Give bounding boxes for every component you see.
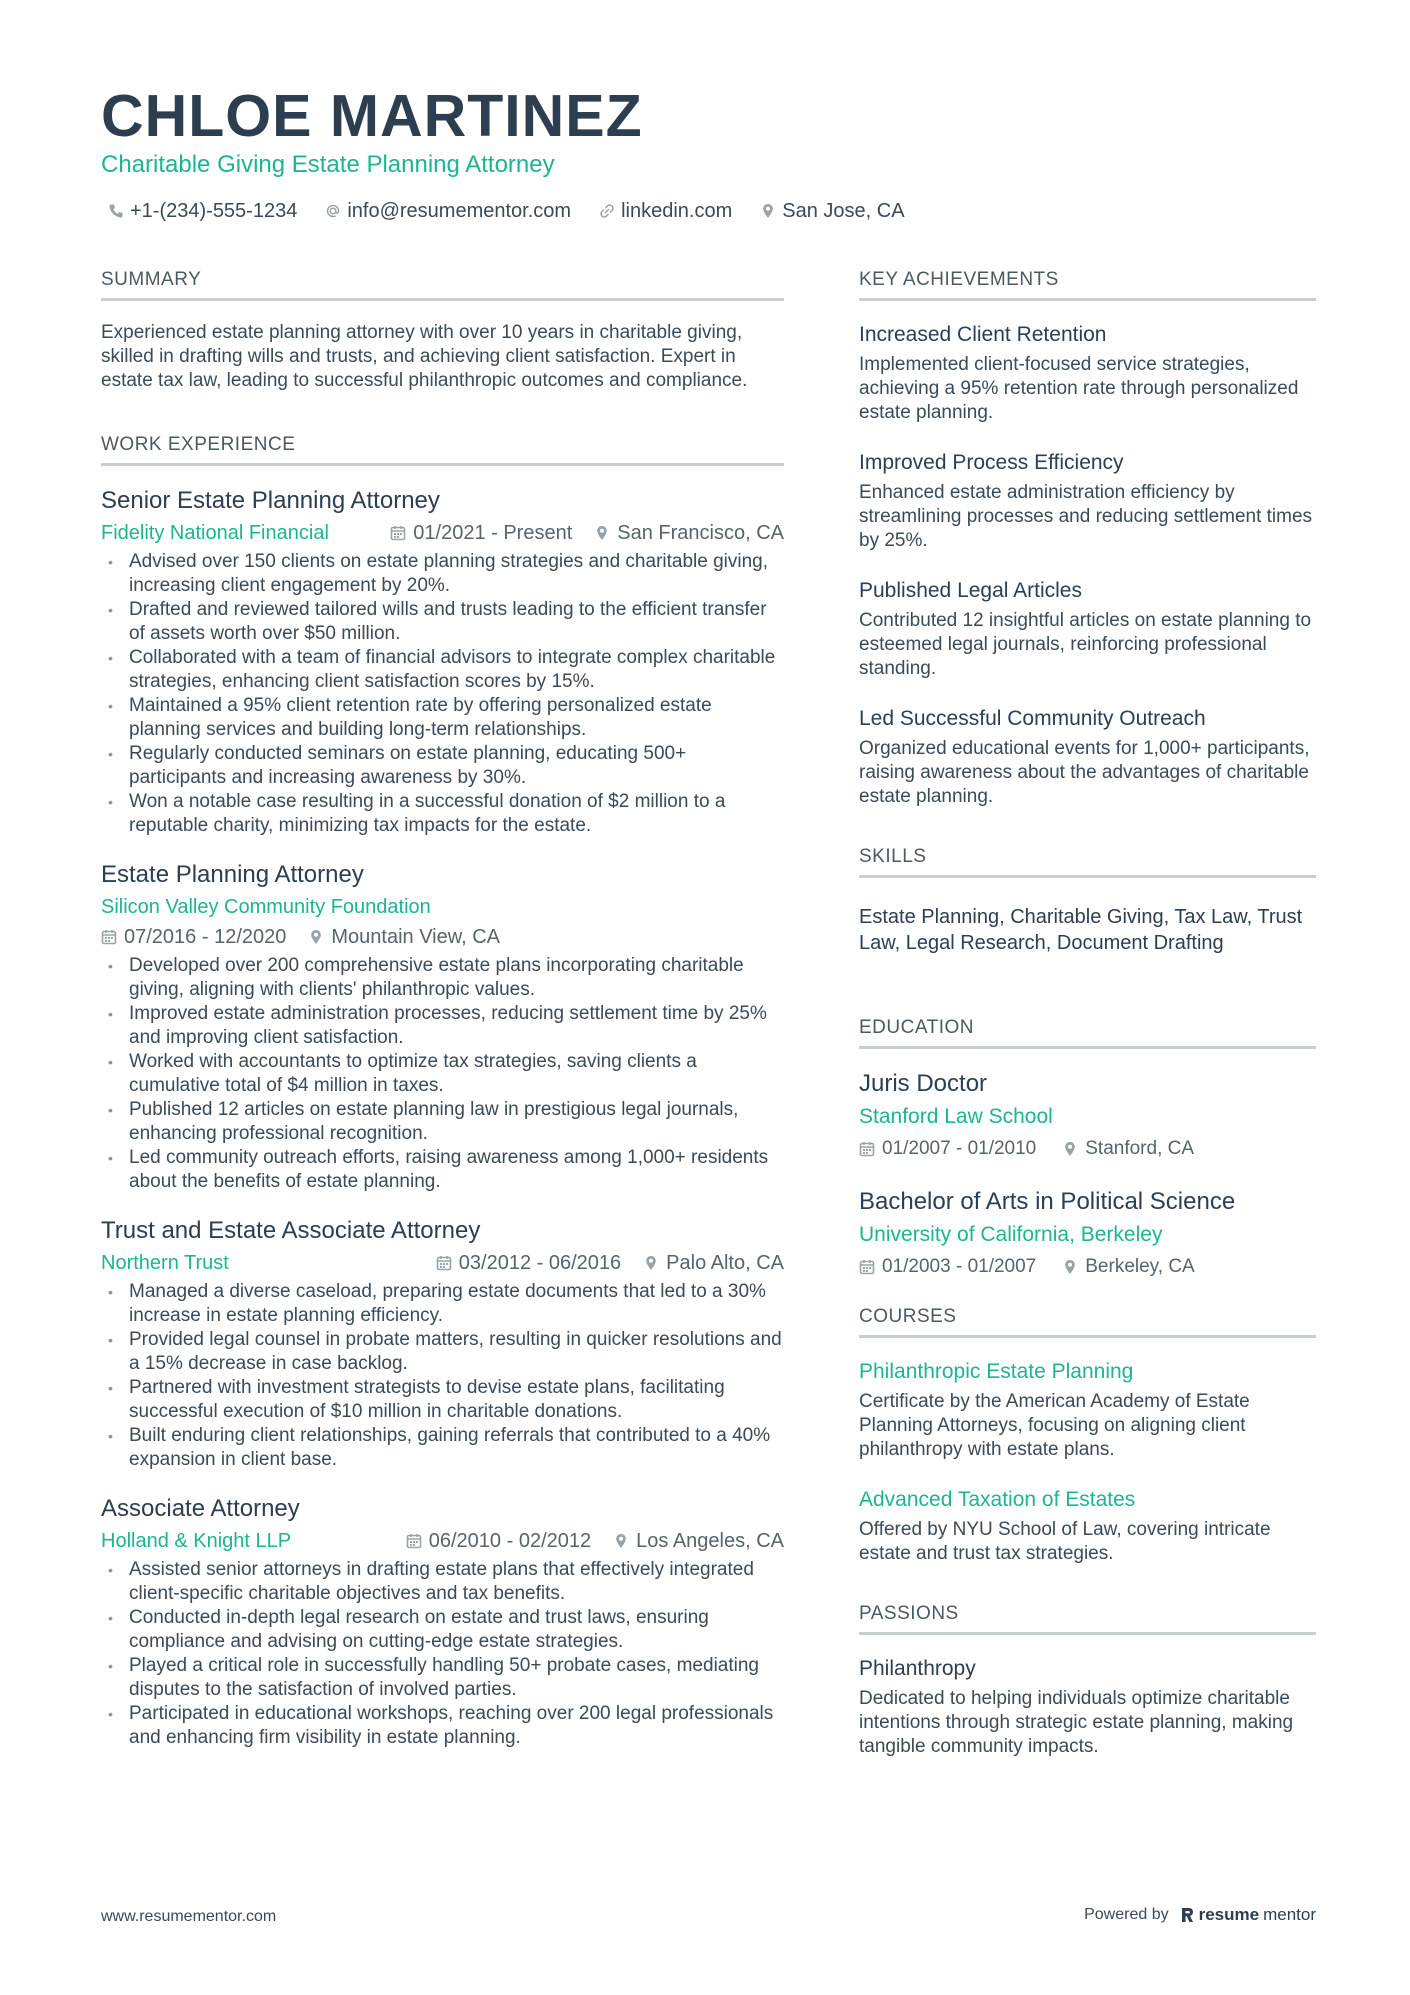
bullet-item: • Published 12 articles on estate planning law in prestigious legal journals, enhancing professional recognition. [101,1098,784,1146]
achievement-item [859,321,1316,425]
bullet-item: • Maintained a 95% client retention rate by offering personalized estate planning services and building long-term relationships. [101,694,784,742]
achievement-item [859,449,1316,553]
achievement-text: Implemented client-focused service strategies, achieving a 95% retention rate through personalized estate planning. [859,354,1299,423]
bullet-item: • Led community outreach efforts, raising awareness among 1,000+ residents about the benefits of estate planning. [101,1146,784,1194]
summary-text: Experienced estate planning attorney with over 10 years in charitable giving, skilled in drafting wills and trusts, and achieving client satisfaction. Expert in estate tax law, leading to successful philanthropic outcomes and compliance. [101,322,748,391]
job-title: Trust and Estate Associate Attorney [101,1217,481,1244]
passion-title: Philanthropy [859,1657,976,1680]
footer-website[interactable]: www.resumementor.com [101,1908,277,1925]
map-pin-icon [1062,1141,1078,1157]
achievement-title: Improved Process Efficiency [859,451,1124,474]
passion-text: Dedicated to helping individuals optimize charitable intentions through strategic estate planning, making tangible community impacts. [859,1688,1294,1757]
job-location-text: Los Angeles, CA [636,1530,784,1552]
resumementor-logo-icon [1179,1907,1195,1923]
passions-heading: PASSIONS [859,1602,1316,1635]
calendar-icon [859,1259,875,1275]
bullet-item: • Assisted senior attorneys in drafting estate plans that effectively integrated client-specific charitable objectives and tax benefits. [101,1558,784,1606]
bullet-item: • Drafted and reviewed tailored wills and trusts leading to the efficient transfer of assets worth over $50 million. [101,598,784,646]
contact-email[interactable] [325,198,571,224]
brand-logo[interactable] [1179,1905,1316,1925]
map-pin-icon [308,929,324,945]
job-dates [436,1250,621,1276]
calendar-icon [101,929,117,945]
bullet-item: • Collaborated with a team of financial advisors to integrate complex charitable strategies, enhancing client satisfaction scores by 15%. [101,646,784,694]
job-bullets [101,1558,784,1750]
courses-heading: COURSES [859,1305,1316,1338]
course-item [859,1486,1316,1566]
job-dates-text: 07/2016 - 12/2020 [124,926,287,948]
job-location-text: San Francisco, CA [617,522,784,544]
education-dates [859,1255,1036,1279]
bullet-item: • Conducted in-depth legal research on estate and trust laws, ensuring compliance and advising on cutting-edge estate strategies. [101,1606,784,1654]
phone-icon [108,203,124,219]
education-meta [859,1255,1316,1279]
map-pin-icon [1062,1259,1078,1275]
bullet-item: • Played a critical role in successfully handling 50+ probate cases, mediating disputes to the satisfaction of involved parties. [101,1654,784,1702]
job-title: Associate Attorney [101,1495,300,1522]
summary-section [101,268,784,393]
bullet-item: • Participated in educational workshops, reaching over 200 legal professionals and enhancing firm visibility in estate planning. [101,1702,784,1750]
job-location [308,924,500,950]
email-text: info@resumementor.com [347,200,572,222]
passion-item [859,1655,1316,1759]
job-dates-text: 03/2012 - 06/2016 [458,1252,622,1274]
achievement-item [859,705,1316,809]
job-company: Fidelity National Financial [101,522,329,544]
achievement-title: Increased Client Retention [859,323,1107,346]
job-dates [390,520,572,546]
map-pin-icon [643,1255,659,1271]
job-dates [406,1528,591,1554]
bullet-item: • Built enduring client relationships, gaining referrals that contributed to a 40% expansion in client base. [101,1424,784,1472]
job-title: Senior Estate Planning Attorney [101,487,440,514]
skills-heading: SKILLS [859,845,1316,878]
course-title: Philanthropic Estate Planning [859,1360,1134,1383]
achievement-title: Led Successful Community Outreach [859,707,1206,730]
location-text: San Jose, CA [782,200,905,222]
job-meta [101,894,784,920]
bullet-item: • Improved estate administration processes, reducing settlement time by 25% and improving client satisfaction. [101,1002,784,1050]
job-bullets [101,1280,784,1472]
bullet-item: • Managed a diverse caseload, preparing estate documents that led to a 30% increase in estate planning efficiency. [101,1280,784,1328]
contact-location [760,198,904,224]
education-degree: Bachelor of Arts in Political Science [859,1188,1236,1215]
calendar-icon [859,1141,875,1157]
bullet-item: • Developed over 200 comprehensive estate plans incorporating charitable giving, aligning with clients' philanthropic values. [101,954,784,1002]
education-dates-text: 01/2003 - 01/2007 [882,1256,1037,1277]
map-pin-icon [594,525,610,541]
passions-section [859,1602,1316,1759]
bullet-item: • Won a notable case resulting in a successful donation of $2 million to a reputable charity, minimizing tax impacts for the estate. [101,790,784,838]
at-icon [325,203,341,219]
right-column [859,268,1316,1783]
contact-phone[interactable] [108,198,297,224]
footer-branding [1084,1905,1316,1925]
contact-bar [108,198,905,224]
link-icon [599,203,615,219]
job-dates-text: 06/2010 - 02/2012 [428,1530,592,1552]
map-pin-icon [613,1533,629,1549]
contact-linkedin[interactable] [599,198,732,224]
job-company: Northern Trust [101,1252,229,1274]
achievement-text: Enhanced estate administration efficiency by streamlining processes and reducing settlement times by 25%. [859,482,1313,551]
job-bullets [101,550,784,838]
bullet-item: • Advised over 150 clients on estate planning strategies and charitable giving, increasing client engagement by 20%. [101,550,784,598]
job-title: Estate Planning Attorney [101,861,364,888]
job-location [613,1528,784,1554]
education-location-text: Berkeley, CA [1085,1256,1195,1277]
job-location-text: Mountain View, CA [331,926,500,948]
job-company: Holland & Knight LLP [101,1530,292,1552]
job-location [643,1250,784,1276]
job-location [594,520,784,546]
left-column [101,268,784,1772]
skills-text: Estate Planning, Charitable Giving, Tax Law, Trust Law, Legal Research, Document Drafting [859,906,1303,954]
bullet-item: • Worked with accountants to optimize tax strategies, saving clients a cumulative total of $4 million in taxes. [101,1050,784,1098]
course-item [859,1358,1316,1462]
achievement-text: Contributed 12 insightful articles on estate planning to esteemed legal journals, reinforcing professional standing. [859,610,1312,679]
achievements-heading: KEY ACHIEVEMENTS [859,268,1316,301]
skills-section [859,845,1316,956]
powered-by-label: Powered by [1084,1906,1169,1923]
job-entry [101,1216,784,1472]
job-location-text: Palo Alto, CA [666,1252,784,1274]
achievement-title: Published Legal Articles [859,579,1082,602]
brand-name-light: mentor [1263,1905,1316,1924]
job-entry [101,860,784,1194]
candidate-name: CHLOE MARTINEZ [101,83,643,149]
education-school: University of California, Berkeley [859,1223,1163,1246]
experience-heading: WORK EXPERIENCE [101,433,784,466]
job-entry [101,486,784,838]
job-entry [101,1494,784,1750]
job-bullets [101,954,784,1194]
map-pin-icon [760,203,776,219]
job-meta [101,1528,784,1554]
bullet-item: • Provided legal counsel in probate matters, resulting in quicker resolutions and a 15% decrease in case backlog. [101,1328,784,1376]
achievements-section [859,268,1316,809]
course-text: Offered by NYU School of Law, covering intricate estate and trust tax strategies. [859,1519,1271,1564]
achievement-item [859,577,1316,681]
job-meta-dates [101,924,784,950]
bullet-item: • Regularly conducted seminars on estate planning, educating 500+ participants and increasing awareness by 30%. [101,742,784,790]
phone-text: +1-(234)-555-1234 [130,200,298,222]
education-dates [859,1137,1036,1161]
calendar-icon [406,1533,422,1549]
brand-name-bold: resume [1198,1905,1260,1924]
education-location-text: Stanford, CA [1085,1138,1195,1159]
education-item [859,1187,1316,1279]
bullet-item: • Partnered with investment strategists to devise estate plans, facilitating successful execution of $10 million in charitable donations. [101,1376,784,1424]
job-company: Silicon Valley Community Foundation [101,896,431,918]
experience-section [101,433,784,1750]
job-dates [101,924,286,950]
education-degree: Juris Doctor [859,1070,988,1097]
courses-section [859,1305,1316,1566]
education-school: Stanford Law School [859,1105,1053,1128]
education-dates-text: 01/2007 - 01/2010 [882,1138,1037,1159]
education-location [1062,1137,1194,1161]
education-meta [859,1137,1316,1161]
course-title: Advanced Taxation of Estates [859,1488,1136,1511]
achievement-text: Organized educational events for 1,000+ participants, raising awareness about the advantages of charitable estate planning. [859,738,1310,807]
calendar-icon [436,1255,452,1271]
candidate-title: Charitable Giving Estate Planning Attorney [101,151,555,178]
job-meta [101,520,784,546]
course-text: Certificate by the American Academy of Estate Planning Attorneys, focusing on aligning client philanthropy with estate plans. [859,1391,1250,1460]
education-section [859,1016,1316,1279]
education-item [859,1069,1316,1161]
summary-heading: SUMMARY [101,268,784,301]
job-meta [101,1250,784,1276]
linkedin-text: linkedin.com [621,200,733,222]
job-dates-text: 01/2021 - Present [413,522,573,544]
calendar-icon [390,525,406,541]
education-location [1062,1255,1194,1279]
education-heading: EDUCATION [859,1016,1316,1049]
